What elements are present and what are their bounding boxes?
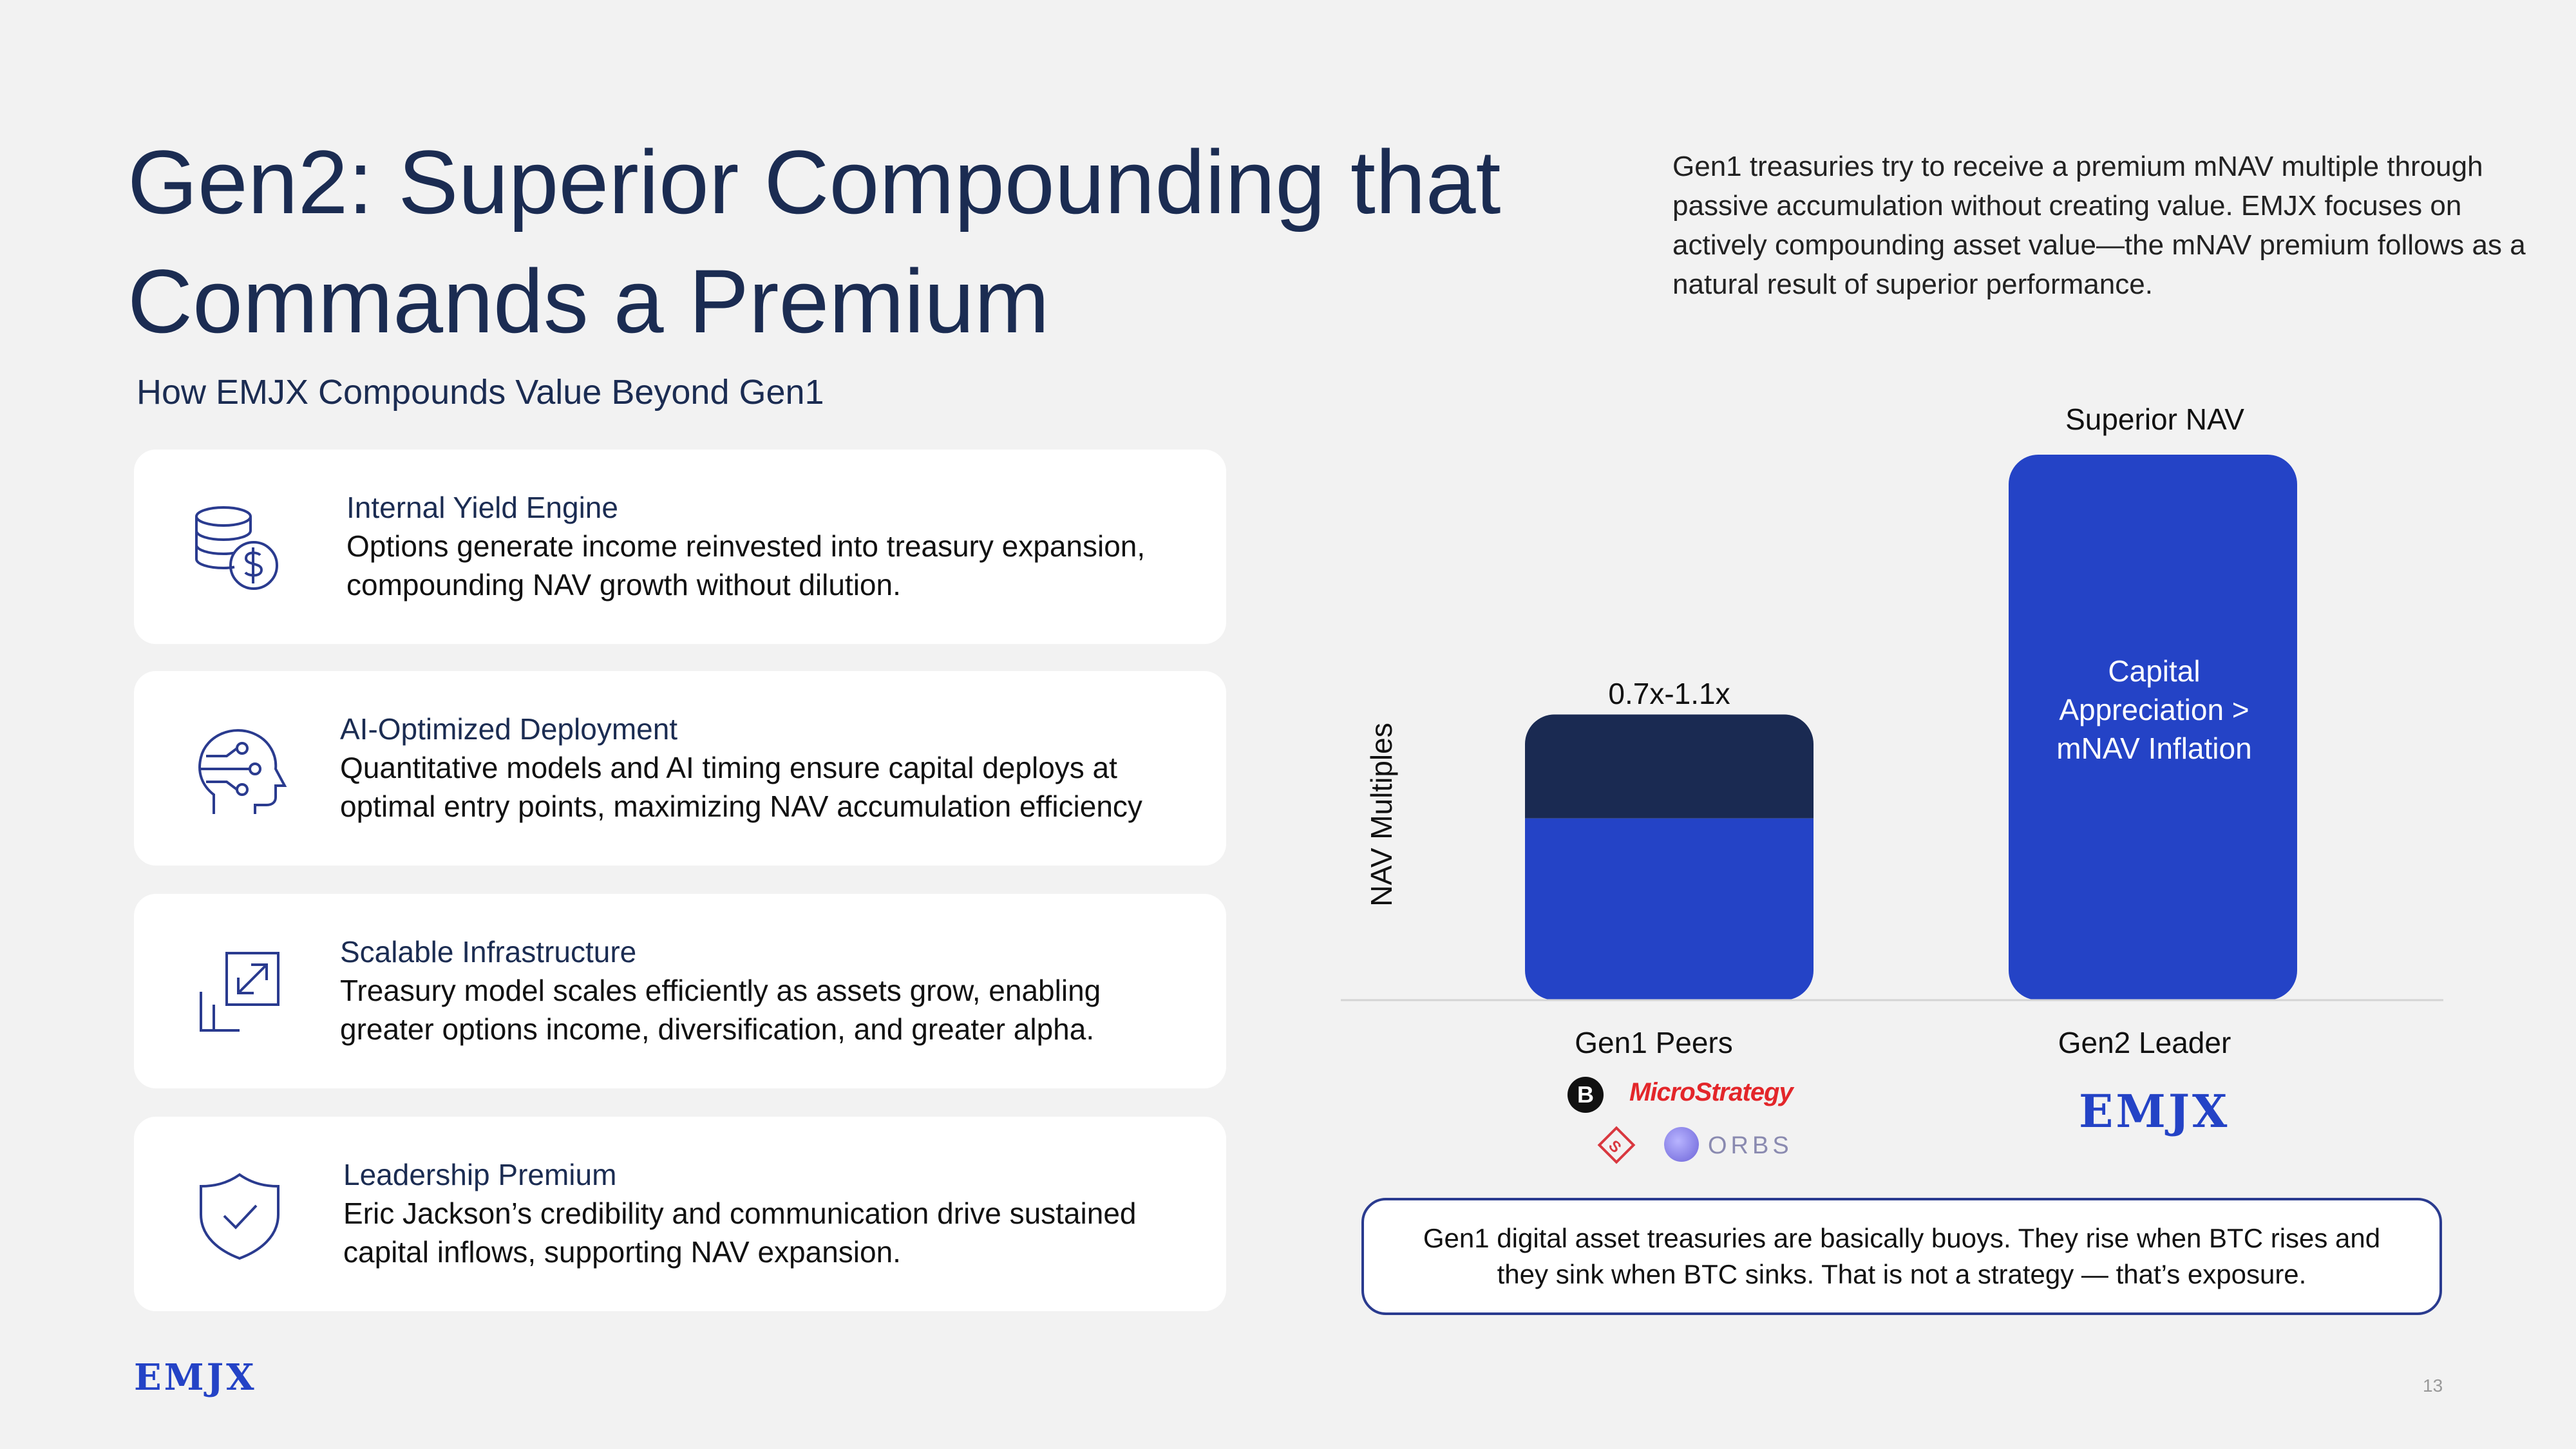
orbs-icon	[1664, 1127, 1699, 1162]
card-description: Treasury model scales efficiently as assets grow, enabling greater options income, diversification, and greater alpha.	[340, 974, 1101, 1046]
orbs-logo-text: ORBS	[1708, 1132, 1793, 1159]
semler-logo: S	[1598, 1126, 1636, 1164]
footer-emjx-logo: EMJX	[134, 1356, 257, 1399]
gen1-logos	[1558, 1073, 1816, 1170]
section-subtitle: How EMJX Compounds Value Beyond Gen1	[137, 373, 824, 412]
card-description: Eric Jackson’s credibility and communication drive sustained capital inflows, supporting NAV expansion.	[343, 1197, 1137, 1269]
microstrategy-logo: MicroStrategy	[1629, 1078, 1793, 1106]
bar-gen1-peers-segment-1	[1525, 714, 1814, 818]
callout-box: Gen1 digital asset treasuries are basically buoys. They rise when BTC rises and they sink when BTC sinks. That is not a strategy — that’s exposure.	[1361, 1198, 2442, 1315]
bitcoin-treasury-logo: B	[1567, 1077, 1604, 1113]
bar-inner-label-gen2: Capital Appreciation > mNAV Inflation	[2056, 654, 2252, 765]
card-description: Quantitative models and AI timing ensure capital deploys at optimal entry points, maximizing NAV accumulation efficiency	[340, 751, 1142, 823]
title-line-1: Gen2: Superior Compounding that	[128, 131, 1501, 232]
x-tick-label-gen2: Gen2 Leader	[2058, 1026, 2231, 1059]
page-number: 13	[2423, 1376, 2443, 1396]
emjx-gen2-logo: EMJX	[2079, 1084, 2230, 1138]
x-tick-label-gen1: Gen1 Peers	[1575, 1026, 1733, 1059]
y-axis-label: NAV Multiples	[1365, 723, 1398, 907]
card-title: Internal Yield Engine	[346, 491, 618, 524]
intro-paragraph: Gen1 treasuries try to receive a premium mNAV multiple through passive accumulation without creating value. EMJX focuses on actively compounding asset value—the mNAV premium follows as a natural result of superior performance.	[1672, 151, 2526, 300]
card-title: AI-Optimized Deployment	[340, 712, 678, 746]
bar-gen1-peers-segment-0	[1525, 819, 1814, 1000]
title-line-2: Commands a Premium	[128, 251, 1050, 352]
card-description: Options generate income reinvested into treasury expansion, compounding NAV growth without dilution.	[346, 529, 1146, 601]
bar-annotation-gen2: Superior NAV	[2065, 402, 2244, 436]
bar-annotation-gen1: 0.7x-1.1x	[1608, 677, 1730, 710]
card-title: Scalable Infrastructure	[340, 935, 637, 969]
card-title: Leadership Premium	[343, 1158, 617, 1191]
